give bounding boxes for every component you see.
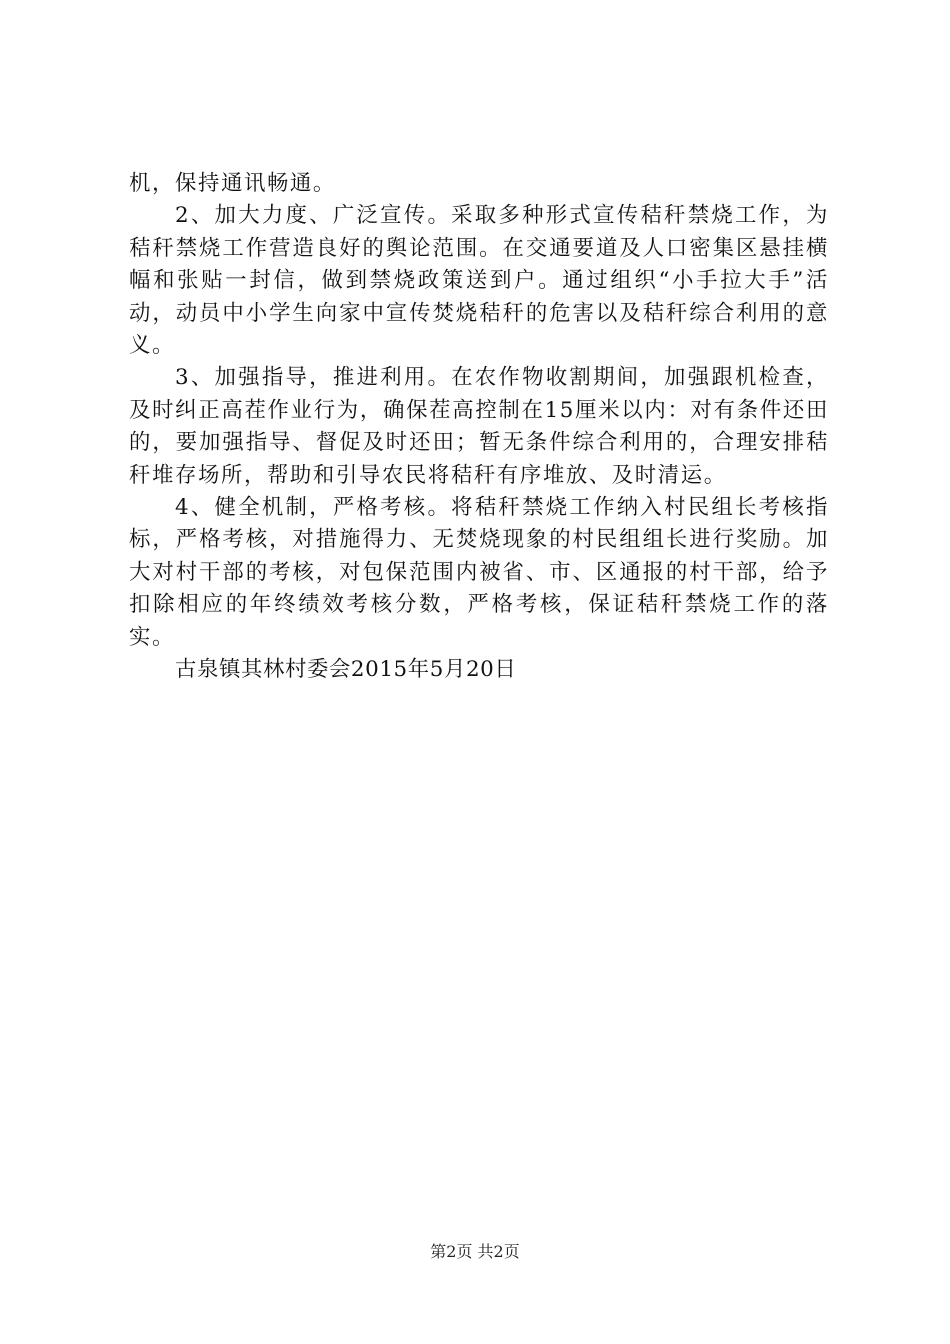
signature-line: 古泉镇其林村委会2015年5月20日 bbox=[175, 657, 517, 683]
page-footer: 第2页 共2页 bbox=[430, 1242, 520, 1261]
paragraph-item-2: 2、加大力度、广泛宣传。采取多种形式宣传秸秆禁烧工作，为秸秆禁烧工作营造良好的舆论范围。在交通要道及人口密集区悬挂横幅和张贴一封信，做到禁烧政策送到户。通过组织“小手拉大手”活动，动员中小学生向家中宣传焚烧秸秆的危害以及秸秆综合利用的意义。 bbox=[129, 203, 829, 359]
paragraph-continuation: 机，保持通讯畅通。 bbox=[129, 171, 336, 196]
document-body bbox=[129, 168, 829, 687]
paragraph-item-3: 3、加强指导，推进利用。在农作物收割期间，加强跟机检查，及时纠正高茬作业行为，确保茬高控制在15厘米以内：对有条件还田的，要加强指导、督促及时还田；暂无条件综合利用的，合理安排秸秆堆存场所，帮助和引导农民将秸秆有序堆放、及时清运。 bbox=[129, 365, 829, 488]
paragraph-item-4: 4、健全机制，严格考核。将秸秆禁烧工作纳入村民组长考核指标，严格考核，对措施得力、无焚烧现象的村民组组长进行奖励。加大对村干部的考核，对包保范围内被省、市、区通报的村干部，给予扣除相应的年终绩效考核分数，严格考核，保证秸秆禁烧工作的落实。 bbox=[129, 495, 829, 650]
